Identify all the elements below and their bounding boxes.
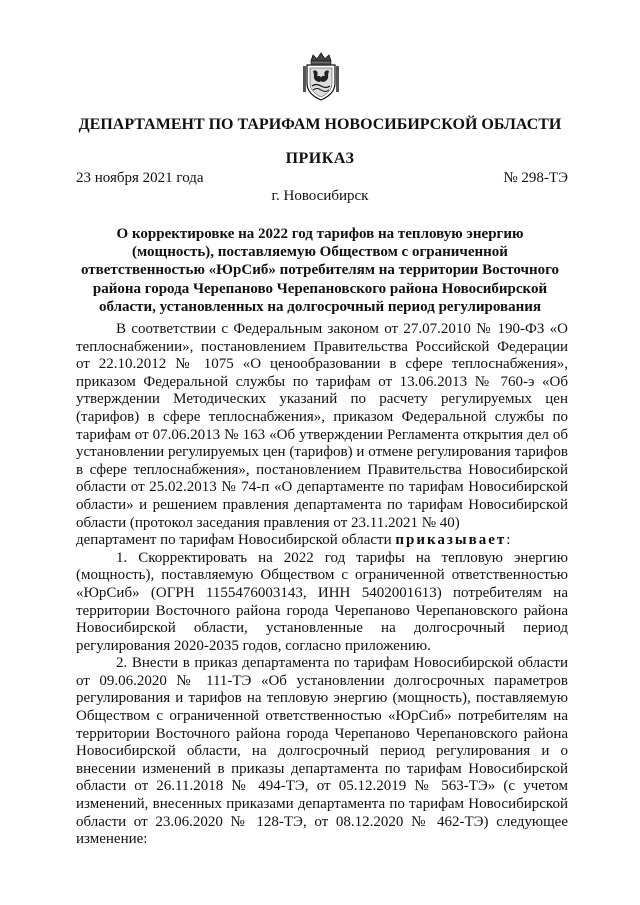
order-number: № 298-ТЭ [503, 170, 568, 186]
department-title: ДЕПАРТАМЕНТ ПО ТАРИФАМ НОВОСИБИРСКОЙ ОБЛАСТИ [78, 116, 562, 133]
order-subject: О корректировке на 2022 год тарифов на тепловую энергию (мощность), поставляемую Обществом с ограниченной ответственностью «ЮрСиб» потребителям на территории Восточного района города Черепаново Черепановского района Новосибирской области, установленных на долгосрочный период регулирования [80, 226, 560, 315]
orders-prefix: департамент по тарифам Новосибирской области [76, 532, 396, 549]
city: г. Новосибирск [271, 188, 369, 204]
orders-word: приказывает [395, 532, 507, 549]
orders-line [76, 532, 568, 550]
item-2-paragraph: 2. Внести в приказ департамента по тарифам Новосибирской области от 09.06.2020 № 111-ТЭ «Об установлении долгосрочных параметров регулирования и тарифов на тепловую энергию (мощность), поставляемую Обществом с ограниченной ответственностью «ЮрСиб» потребителям на территории Восточного района города Черепаново Черепановского района Новосибирской области, на долгосрочный период регулирования и о внесении изменений в приказы департамента по тарифам Новосибирской области от 26.11.2018 № 494-ТЭ, от 05.12.2019 № 563-ТЭ» (с учетом изменений, внесенных приказами департамента по тарифам Новосибирской области от 23.06.2020 № 128-ТЭ, от 08.12.2020 № 462-ТЭ) следующее изменение: [76, 655, 568, 848]
order-date: 23 ноября 2021 года [76, 170, 204, 186]
preamble-paragraph: В соответствии с Федеральным законом от 27.07.2010 № 190-ФЗ «О теплоснабжении», постановлением Правительства Российской Федерации от 22.10.2012 № 1075 «О ценообразовании в сфере теплоснабжения», приказом Федеральной службы по тарифам от 13.06.2013 № 760-э «Об утверждении Методических указаний по расчету регулируемых цен (тарифов) в сфере теплоснабжения», приказом Федеральной службы по тарифам от 07.06.2013 № 163 «Об утверждении Регламента открытия дел об установлении регулируемых цен (тарифов) и отмене регулирования тарифов в сфере теплоснабжения», постановлением Правительства Новосибирской области от 25.02.2013 № 74-п «О департаменте по тарифам Новосибирской области» и решением правления департамента по тарифам Новосибирской области (протокол заседания правления от 23.11.2021 № 40) [76, 321, 568, 531]
orders-suffix: : [506, 532, 511, 549]
document-type: ПРИКАЗ [285, 150, 355, 167]
item-1-paragraph: 1. Скорректировать на 2022 год тарифы на тепловую энергию (мощность), поставляемую Обществом с ограниченной ответственностью «ЮрСиб» (ОГРН 1155476003143, ИНН 5402001613) потребителям на территории Восточного района города Черепаново Черепановского района Новосибирской области, установленные на долгосрочный период регулирования 2020-2035 годов, согласно приложению. [76, 549, 568, 654]
coat-of-arms-icon [302, 52, 340, 102]
order-body [76, 321, 568, 849]
